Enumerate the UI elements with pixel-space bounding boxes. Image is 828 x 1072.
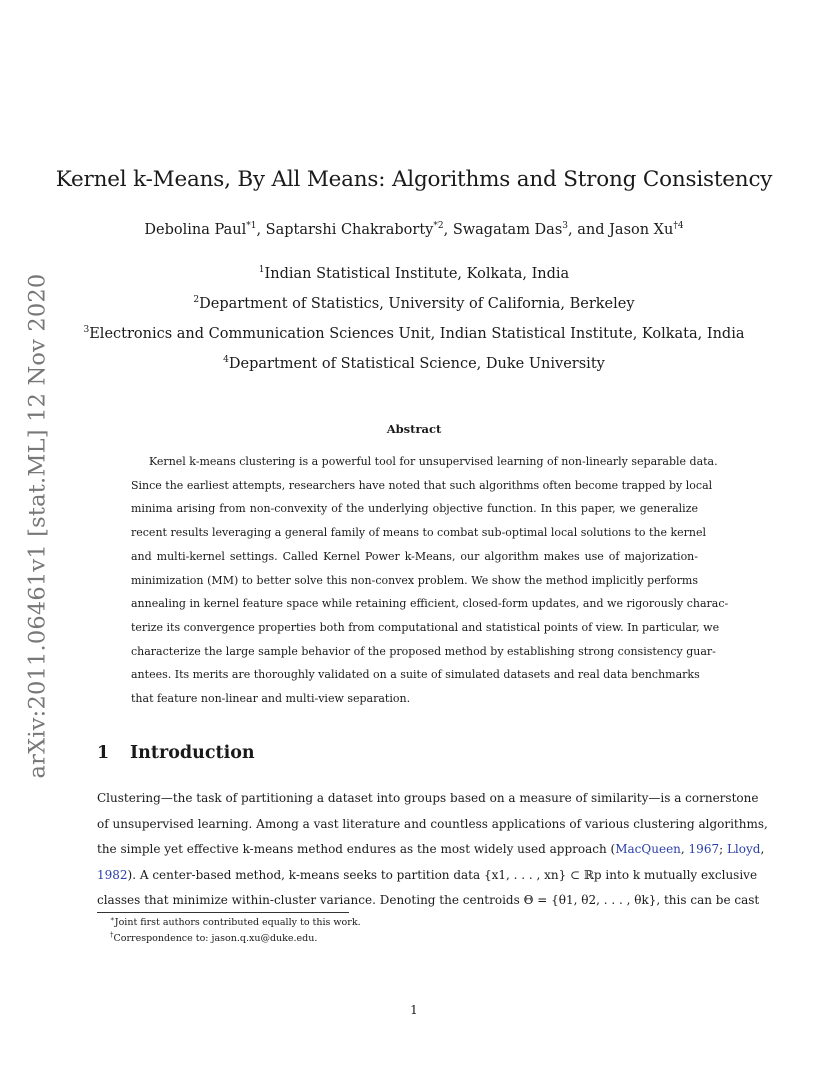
paper-title: Kernel k-Means, By All Means: Algorithms and Strong Consistency bbox=[55, 167, 773, 192]
author-separator: , and bbox=[568, 222, 610, 238]
footnote bbox=[110, 916, 361, 930]
author-list bbox=[0, 220, 828, 240]
author-mark: *2 bbox=[433, 221, 444, 232]
footnote-divider bbox=[97, 912, 349, 913]
affiliation bbox=[0, 264, 828, 284]
affiliation-text: Department of Statistical Science, Duke University bbox=[228, 356, 605, 372]
abstract-line: Kernel k-means clustering is a powerful tool for unsupervised learning of non-linearly separable data. bbox=[149, 455, 718, 468]
intro-text: the simple yet effective k-means method endures as the most widely used approach ( bbox=[97, 842, 616, 856]
section-heading bbox=[97, 741, 255, 765]
abstract-line: and multi-kernel settings. Called Kernel Power k-Means, our algorithm makes use of majorization- bbox=[131, 549, 698, 563]
author-separator: , bbox=[256, 222, 266, 238]
intro-line bbox=[97, 863, 758, 889]
footnote-text: Correspondence to: jason.q.xu@duke.edu. bbox=[113, 933, 318, 944]
affiliation bbox=[0, 354, 828, 374]
intro-text: , bbox=[680, 842, 689, 856]
affiliation-mark: 4 bbox=[223, 355, 229, 366]
footnote bbox=[110, 932, 317, 946]
footnote-mark: † bbox=[110, 930, 114, 939]
abstract-line: annealing in kernel feature space while retaining efficient, closed-form updates, and we rigorously charac- bbox=[131, 597, 729, 611]
abstract-line: antees. Its merits are thoroughly validated on a suite of simulated datasets and real data benchmarks bbox=[131, 668, 700, 682]
author-mark: †4 bbox=[673, 221, 684, 232]
intro-line: classes that minimize within-cluster variance. Denoting the centroids Θ = {θ1, θ2, . . . , θk}, this can be cast bbox=[97, 893, 760, 907]
page-number: 1 bbox=[410, 1003, 418, 1017]
citation-lloyd[interactable]: Lloyd bbox=[726, 842, 761, 856]
affiliation-mark: 2 bbox=[193, 295, 200, 306]
intro-line: Clustering—the task of partitioning a dataset into groups based on a measure of similarity—is a cornerstone bbox=[97, 791, 759, 805]
citation-macqueen-year[interactable]: 1967 bbox=[688, 842, 720, 856]
abstract-line: minimization (MM) to better solve this non-convex problem. We show the method implicitly performs bbox=[131, 573, 698, 587]
author-mark: 3 bbox=[562, 221, 569, 232]
intro-text: ; bbox=[719, 842, 727, 856]
footnote-mark: ∗ bbox=[110, 914, 115, 923]
abstract-heading: Abstract bbox=[386, 422, 442, 436]
author-name: Swagatam Das bbox=[452, 222, 563, 238]
citation-macqueen[interactable]: MacQueen bbox=[615, 842, 681, 856]
affiliation-text: Department of Statistics, University of California, Berkeley bbox=[199, 296, 635, 312]
author-separator: , bbox=[443, 222, 453, 238]
abstract-line: Since the earliest attempts, researchers have noted that such algorithms often become trapped by local bbox=[131, 478, 713, 492]
arxiv-stamp bbox=[14, 273, 60, 779]
abstract-line: recent results leveraging a general family of means to combat sub-optimal local solutions to the kernel bbox=[131, 526, 707, 540]
footnote-text: Joint first authors contributed equally to this work. bbox=[114, 917, 361, 928]
abstract-line: terize its convergence properties both from computational and statistical points of view. In particular, we bbox=[131, 620, 720, 634]
abstract-line: minima arising from non-convexity of the underlying objective function. In this paper, we generalize bbox=[131, 502, 698, 516]
intro-line bbox=[97, 837, 765, 863]
section-title: Introduction bbox=[130, 743, 255, 763]
intro-text: , bbox=[760, 842, 765, 856]
introduction-paragraph bbox=[97, 786, 768, 914]
author-name: Debolina Paul bbox=[144, 222, 247, 238]
abstract-body bbox=[131, 450, 729, 711]
author-name: Saptarshi Chakraborty bbox=[265, 222, 434, 238]
affiliation bbox=[0, 324, 828, 344]
affiliation-mark: 3 bbox=[83, 325, 90, 336]
arxiv-identifier: arXiv:2011.06461v1 [stat.ML] 12 Nov 2020 bbox=[24, 273, 50, 779]
author-name: Jason Xu bbox=[609, 222, 674, 238]
intro-line: of unsupervised learning. Among a vast literature and countless applications of various clustering algorithms, bbox=[97, 816, 768, 831]
author-mark: *1 bbox=[246, 221, 257, 232]
affiliation-text: Electronics and Communication Sciences Unit, Indian Statistical Institute, Kolkata, India bbox=[89, 326, 745, 342]
citation-lloyd-year[interactable]: 1982 bbox=[97, 867, 128, 882]
section-number: 1 bbox=[97, 743, 110, 763]
affiliation-mark: 1 bbox=[258, 265, 265, 276]
abstract-line: that feature non-linear and multi-view separation. bbox=[131, 692, 411, 706]
intro-text: ). A center-based method, k-means seeks to partition data {x1, . . . , xn} ⊂ ℝp into k mutually exclusive bbox=[127, 867, 758, 882]
affiliation-text: Indian Statistical Institute, Kolkata, India bbox=[264, 266, 570, 282]
affiliation bbox=[0, 294, 828, 314]
abstract-line: characterize the large sample behavior of the proposed method by establishing strong consistency guar- bbox=[131, 644, 716, 658]
